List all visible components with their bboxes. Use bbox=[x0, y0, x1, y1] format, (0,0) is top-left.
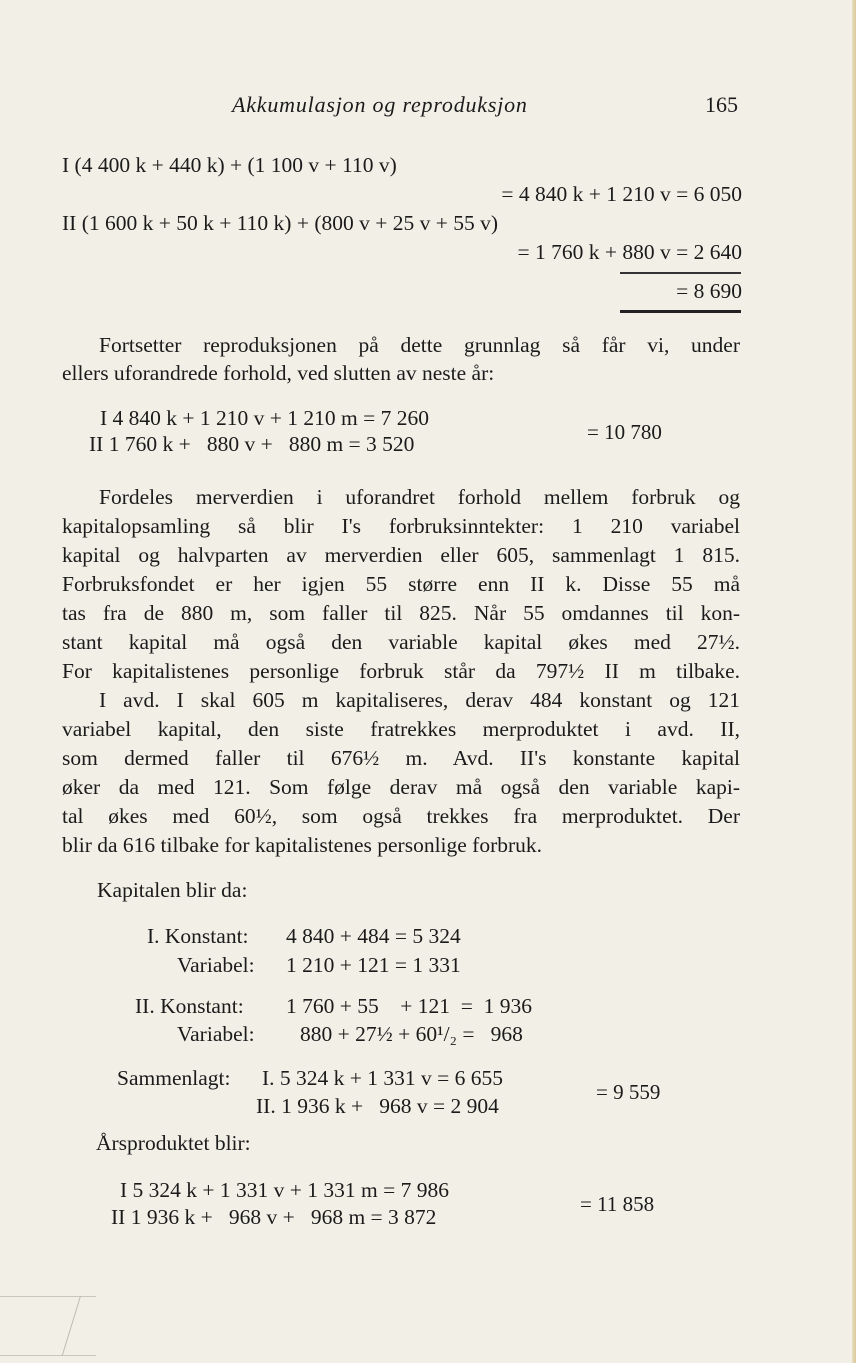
capital-row-expr: 1 210 + 121 = 1 331 bbox=[286, 953, 461, 977]
paragraph-line: Fordeles merverdien i uforandret forhold mellem forbruk og bbox=[99, 485, 740, 509]
page-edge bbox=[852, 0, 856, 1363]
paragraph-line: Fortsetter reproduksjonen på dette grunnlag så får vi, under bbox=[99, 333, 740, 357]
paragraph-line: For kapitalistenes personlige forbruk står da 797½ II m tilbake. bbox=[62, 659, 740, 683]
annual-product-row-1: I 5 324 k + 1 331 v + 1 331 m = 7 986 bbox=[120, 1178, 450, 1202]
total-double-rule bbox=[620, 310, 741, 313]
paragraph-line: kapitalopsamling så blir I's forbruksinntekter: 1 210 variabel bbox=[62, 514, 740, 538]
sum-rule bbox=[620, 272, 741, 274]
capital-row-label: Variabel: bbox=[177, 953, 255, 977]
capital-row-expr: 4 840 + 484 = 5 324 bbox=[286, 924, 461, 948]
reproduction-row-2: II 1 760 k + 880 v + 880 m = 3 520 bbox=[89, 432, 415, 456]
reproduction-total: = 10 780 bbox=[587, 420, 662, 444]
paragraph-line: I avd. I skal 605 m kapitaliseres, derav 484 konstant og 121 bbox=[99, 688, 740, 712]
combined-total: = 9 559 bbox=[596, 1080, 661, 1104]
combined-row-1: I. 5 324 k + 1 331 v = 6 655 bbox=[262, 1066, 504, 1090]
capital-row-expr: 1 760 + 55 + 121 = 1 936 bbox=[286, 994, 533, 1018]
paragraph-line: tas fra de 880 m, som faller til 825. Når 55 omdannes til kon- bbox=[62, 601, 740, 625]
paper-scrap bbox=[0, 1296, 96, 1356]
running-title: Akkumulasjon og reproduksjon bbox=[232, 92, 528, 117]
combined-label: Sammenlagt: bbox=[117, 1066, 231, 1090]
equation-row-1-rhs: = 4 840 k + 1 210 v = 6 050 bbox=[501, 182, 742, 206]
capital-row-label: I. Konstant: bbox=[147, 924, 249, 948]
paragraph-line: blir da 616 tilbake for kapitalistenes personlige forbruk. bbox=[62, 833, 543, 857]
paragraph-line: øker da med 121. Som følge derav må også den variable kapi- bbox=[62, 775, 740, 799]
paragraph-line: stant kapital må også den variable kapital økes med 27½. bbox=[62, 630, 740, 654]
equation-row-1-lhs: I (4 400 k + 440 k) + (1 100 v + 110 v) bbox=[62, 153, 397, 177]
capital-row-label: Variabel: bbox=[177, 1022, 255, 1046]
paragraph-line: kapital og halvparten av merverdien eller 605, sammenlagt 1 815. bbox=[62, 543, 740, 567]
equation-total: = 8 690 bbox=[676, 279, 742, 303]
reproduction-row-1: I 4 840 k + 1 210 v + 1 210 m = 7 260 bbox=[100, 406, 430, 430]
paragraph-line: som dermed faller til 676½ m. Avd. II's konstante kapital bbox=[62, 746, 740, 770]
annual-product-heading: Årsproduktet blir: bbox=[96, 1131, 251, 1155]
paragraph-line: Forbruksfondet er her igjen 55 større enn II k. Disse 55 må bbox=[62, 572, 740, 596]
capital-row-label: II. Konstant: bbox=[135, 994, 244, 1018]
capital-row-expr: 880 + 27½ + 60¹/₂ = 968 bbox=[300, 1022, 523, 1046]
paragraph-line: ellers uforandrede forhold, ved slutten av neste år: bbox=[62, 361, 495, 385]
equation-row-2-lhs: II (1 600 k + 50 k + 110 k) + (800 v + 25 v + 55 v) bbox=[62, 211, 499, 235]
combined-row-2: II. 1 936 k + 968 v = 2 904 bbox=[256, 1094, 499, 1118]
equation-row-2-rhs: = 1 760 k + 880 v = 2 640 bbox=[517, 240, 742, 264]
capital-heading: Kapitalen blir da: bbox=[97, 878, 248, 902]
paragraph-line: tal økes med 60½, som også trekkes fra merproduktet. Der bbox=[62, 804, 740, 828]
annual-product-total: = 11 858 bbox=[580, 1192, 655, 1216]
annual-product-row-2: II 1 936 k + 968 v + 968 m = 3 872 bbox=[111, 1205, 437, 1229]
paragraph-line: variabel kapital, den siste fratrekkes merproduktet i avd. II, bbox=[62, 717, 740, 741]
page-number: 165 bbox=[705, 92, 738, 117]
